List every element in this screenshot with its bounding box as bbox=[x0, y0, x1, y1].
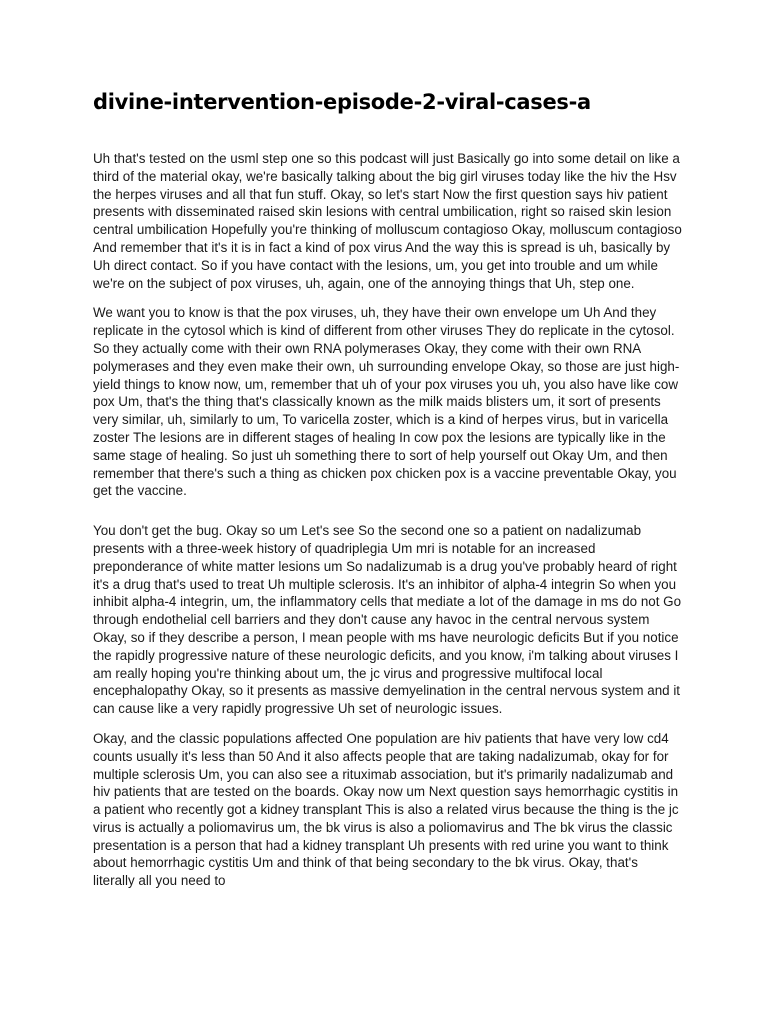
paragraph-3: You don't get the bug. Okay so um Let's see So the second one so a patient on nadalizumab presents with a three-week history of quadriplegia Um mri is notable for an increased preponderance of white matter lesions um So nadalizumab is a drug you've probably heard of right it's a drug that's used to treat Uh multiple sclerosis. It's an inhibitor of alpha-4 integrin So when you inhibit alpha-4 integrin, um, the inflammatory cells that mediate a lot of the damage in ms do not Go through endothelial cell barriers and they don't cause any havoc in the central nervous system Okay, so if they describe a person, I mean people with ms have neurologic deficits But if you notice the rapidly progressive nature of these neurologic deficits, and you know, i'm talking about viruses I am really hoping you're thinking about um, the jc virus and progressive multifocal local encephalopathy Okay, so it presents as massive demyelination in the central nervous system and it can cause like a very rapidly progressive Uh set of neurologic issues. bbox=[93, 523, 682, 717]
paragraph-2: We want you to know is that the pox viruses, uh, they have their own envelope um Uh And they replicate in the cytosol which is kind of different from other viruses They do replicate in the cytosol. So they actually come with their own RNA polymerases Okay, they come with their own RNA polymerases and they even make their own, uh surrounding envelope Okay, so those are just high-yield things to know now, um, remember that uh of your pox viruses you uh, you also have like cow pox Um, that's the thing that's classically known as the milk maids blisters um, it sort of presents very similar, uh, similarly to um, To varicella zoster, which is a kind of herpes virus, but in varicella zoster The lesions are in different stages of healing In cow pox the lesions are typically like in the same stage of healing. So just uh something there to sort of help yourself out Okay Um, and then remember that there's such a thing as chicken pox chicken pox is a vaccine preventable Okay, you get the vaccine. bbox=[93, 305, 680, 499]
paragraph-1: Uh that's tested on the usml step one so this podcast will just Basically go into some detail on like a third of the material okay, we're basically talking about the big girl viruses today like the hiv the Hsv the herpes viruses and all that fun stuff. Okay, so let's start Now the first question says hiv patient presents with disseminated raised skin lesions with central umbilication, right so raised skin lesion central umbilication Hopefully you're thinking of molluscum contagioso Okay, molluscum contagioso And remember that it's it is in fact a kind of pox virus And the way this is spread is uh, basically by Uh direct contact. So if you have contact with the lesions, um, you get into trouble and um while we're on the subject of pox viruses, uh, again, one of the annoying things that Uh, step one. bbox=[93, 151, 682, 291]
document-body bbox=[93, 150, 683, 902]
document-title: divine-intervention-episode-2-viral-cases-a bbox=[93, 90, 591, 114]
paragraph-4: Okay, and the classic populations affected One population are hiv patients that have very low cd4 counts usually it's less than 50 And it also affects people that are taking nadalizumab, okay for for multiple sclerosis Um, you can also see a rituximab association, but it's primarily nadalizumab and hiv patients that are tested on the boards. Okay now um Next question says hemorrhagic cystitis in a patient who recently got a kidney transplant This is also a related virus because the thing is the jc virus is actually a poliomavirus um, the bk virus is also a poliomavirus and The bk virus the classic presentation is a person that had a kidney transplant Uh presents with red urine you want to think about hemorrhagic cystitis Um and think of that being secondary to the bk virus. Okay, that's literally all you need to bbox=[93, 730, 679, 889]
